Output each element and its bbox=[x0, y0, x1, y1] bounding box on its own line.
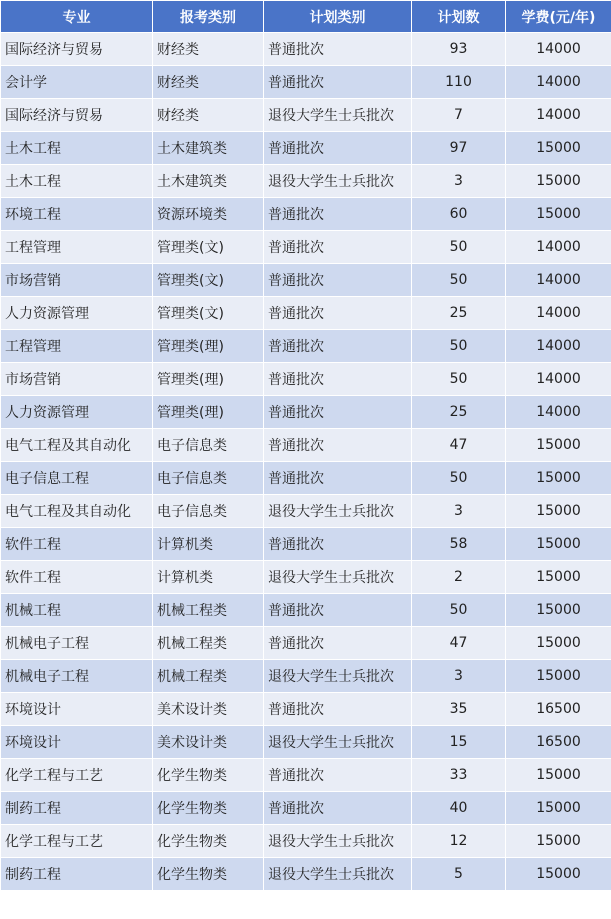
cell-plan-count: 110 bbox=[412, 66, 506, 99]
cell-tuition: 14000 bbox=[506, 297, 611, 330]
table-row bbox=[1, 627, 611, 660]
cell-plan-count: 2 bbox=[412, 561, 506, 594]
table-row bbox=[1, 825, 611, 858]
table-row bbox=[1, 231, 611, 264]
cell-plan-count: 50 bbox=[412, 264, 506, 297]
cell-tuition: 15000 bbox=[506, 495, 611, 528]
table-row bbox=[1, 330, 611, 363]
table-row bbox=[1, 561, 611, 594]
cell-plan-count: 25 bbox=[412, 396, 506, 429]
table-row bbox=[1, 693, 611, 726]
cell-category: 机械工程类 bbox=[153, 594, 264, 627]
cell-plan-count: 3 bbox=[412, 495, 506, 528]
cell-tuition: 14000 bbox=[506, 33, 611, 66]
cell-major: 机械电子工程 bbox=[1, 660, 153, 693]
cell-plan-type: 普通批次 bbox=[264, 132, 412, 165]
cell-plan-type: 普通批次 bbox=[264, 330, 412, 363]
cell-plan-count: 25 bbox=[412, 297, 506, 330]
table-row bbox=[1, 792, 611, 825]
cell-category: 美术设计类 bbox=[153, 693, 264, 726]
cell-plan-type: 普通批次 bbox=[264, 66, 412, 99]
cell-category: 化学生物类 bbox=[153, 825, 264, 858]
cell-plan-count: 93 bbox=[412, 33, 506, 66]
cell-category: 资源环境类 bbox=[153, 198, 264, 231]
cell-category: 机械工程类 bbox=[153, 660, 264, 693]
cell-tuition: 15000 bbox=[506, 429, 611, 462]
cell-plan-type: 普通批次 bbox=[264, 198, 412, 231]
cell-major: 电子信息工程 bbox=[1, 462, 153, 495]
cell-major: 化学工程与工艺 bbox=[1, 759, 153, 792]
cell-major: 国际经济与贸易 bbox=[1, 33, 153, 66]
table-row bbox=[1, 726, 611, 759]
table-row bbox=[1, 198, 611, 231]
table-row bbox=[1, 297, 611, 330]
header-category: 报考类别 bbox=[153, 1, 264, 33]
cell-category: 管理类(文) bbox=[153, 297, 264, 330]
cell-tuition: 15000 bbox=[506, 462, 611, 495]
table-row bbox=[1, 66, 611, 99]
cell-major: 工程管理 bbox=[1, 231, 153, 264]
cell-plan-type: 退役大学生士兵批次 bbox=[264, 825, 412, 858]
cell-major: 人力资源管理 bbox=[1, 396, 153, 429]
table-row bbox=[1, 528, 611, 561]
cell-plan-type: 普通批次 bbox=[264, 462, 412, 495]
cell-major: 化学工程与工艺 bbox=[1, 825, 153, 858]
cell-major: 软件工程 bbox=[1, 561, 153, 594]
cell-plan-count: 47 bbox=[412, 627, 506, 660]
cell-major: 国际经济与贸易 bbox=[1, 99, 153, 132]
cell-major: 环境工程 bbox=[1, 198, 153, 231]
cell-plan-type: 退役大学生士兵批次 bbox=[264, 99, 412, 132]
cell-category: 管理类(文) bbox=[153, 264, 264, 297]
cell-plan-type: 普通批次 bbox=[264, 429, 412, 462]
table-row bbox=[1, 33, 611, 66]
cell-tuition: 14000 bbox=[506, 264, 611, 297]
cell-category: 财经类 bbox=[153, 99, 264, 132]
table-row bbox=[1, 99, 611, 132]
cell-category: 土木建筑类 bbox=[153, 132, 264, 165]
cell-major: 人力资源管理 bbox=[1, 297, 153, 330]
cell-plan-type: 退役大学生士兵批次 bbox=[264, 726, 412, 759]
cell-tuition: 15000 bbox=[506, 627, 611, 660]
cell-tuition: 14000 bbox=[506, 363, 611, 396]
cell-plan-count: 35 bbox=[412, 693, 506, 726]
cell-plan-count: 50 bbox=[412, 330, 506, 363]
header-plan-count: 计划数 bbox=[412, 1, 506, 33]
table-body bbox=[1, 33, 611, 891]
cell-category: 土木建筑类 bbox=[153, 165, 264, 198]
table-row bbox=[1, 363, 611, 396]
cell-major: 电气工程及其自动化 bbox=[1, 495, 153, 528]
cell-category: 化学生物类 bbox=[153, 759, 264, 792]
cell-plan-count: 7 bbox=[412, 99, 506, 132]
cell-major: 土木工程 bbox=[1, 165, 153, 198]
cell-tuition: 14000 bbox=[506, 66, 611, 99]
cell-category: 化学生物类 bbox=[153, 792, 264, 825]
table-row bbox=[1, 429, 611, 462]
cell-major: 机械电子工程 bbox=[1, 627, 153, 660]
cell-plan-type: 退役大学生士兵批次 bbox=[264, 660, 412, 693]
table-row bbox=[1, 858, 611, 891]
cell-plan-type: 退役大学生士兵批次 bbox=[264, 165, 412, 198]
header-major: 专业 bbox=[1, 1, 153, 33]
cell-plan-count: 50 bbox=[412, 231, 506, 264]
cell-major: 环境设计 bbox=[1, 726, 153, 759]
cell-plan-count: 50 bbox=[412, 594, 506, 627]
cell-plan-count: 15 bbox=[412, 726, 506, 759]
cell-plan-count: 3 bbox=[412, 660, 506, 693]
cell-tuition: 15000 bbox=[506, 792, 611, 825]
cell-category: 财经类 bbox=[153, 33, 264, 66]
cell-category: 管理类(理) bbox=[153, 330, 264, 363]
cell-plan-type: 退役大学生士兵批次 bbox=[264, 495, 412, 528]
header-tuition: 学费(元/年) bbox=[506, 1, 611, 33]
cell-category: 美术设计类 bbox=[153, 726, 264, 759]
cell-tuition: 15000 bbox=[506, 198, 611, 231]
cell-plan-type: 普通批次 bbox=[264, 759, 412, 792]
cell-tuition: 14000 bbox=[506, 231, 611, 264]
cell-plan-count: 47 bbox=[412, 429, 506, 462]
table-row bbox=[1, 759, 611, 792]
cell-tuition: 15000 bbox=[506, 165, 611, 198]
cell-major: 会计学 bbox=[1, 66, 153, 99]
cell-category: 计算机类 bbox=[153, 528, 264, 561]
cell-plan-count: 40 bbox=[412, 792, 506, 825]
cell-category: 管理类(文) bbox=[153, 231, 264, 264]
cell-major: 土木工程 bbox=[1, 132, 153, 165]
table-row bbox=[1, 264, 611, 297]
cell-tuition: 15000 bbox=[506, 858, 611, 891]
cell-plan-count: 50 bbox=[412, 462, 506, 495]
cell-tuition: 15000 bbox=[506, 660, 611, 693]
cell-tuition: 15000 bbox=[506, 594, 611, 627]
cell-major: 制药工程 bbox=[1, 792, 153, 825]
table-row bbox=[1, 495, 611, 528]
cell-major: 工程管理 bbox=[1, 330, 153, 363]
cell-plan-type: 普通批次 bbox=[264, 264, 412, 297]
cell-tuition: 16500 bbox=[506, 693, 611, 726]
table-row bbox=[1, 165, 611, 198]
cell-plan-count: 58 bbox=[412, 528, 506, 561]
cell-category: 机械工程类 bbox=[153, 627, 264, 660]
cell-tuition: 15000 bbox=[506, 561, 611, 594]
cell-major: 市场营销 bbox=[1, 363, 153, 396]
header-plan-type: 计划类别 bbox=[264, 1, 412, 33]
cell-plan-type: 普通批次 bbox=[264, 528, 412, 561]
cell-category: 电子信息类 bbox=[153, 429, 264, 462]
cell-category: 电子信息类 bbox=[153, 495, 264, 528]
table-header bbox=[1, 1, 611, 33]
cell-category: 财经类 bbox=[153, 66, 264, 99]
cell-plan-type: 普通批次 bbox=[264, 396, 412, 429]
cell-plan-count: 50 bbox=[412, 363, 506, 396]
table-row bbox=[1, 594, 611, 627]
cell-tuition: 15000 bbox=[506, 528, 611, 561]
cell-plan-count: 12 bbox=[412, 825, 506, 858]
cell-tuition: 15000 bbox=[506, 759, 611, 792]
cell-category: 化学生物类 bbox=[153, 858, 264, 891]
cell-plan-type: 普通批次 bbox=[264, 33, 412, 66]
cell-tuition: 16500 bbox=[506, 726, 611, 759]
cell-tuition: 15000 bbox=[506, 132, 611, 165]
cell-plan-type: 普通批次 bbox=[264, 594, 412, 627]
cell-major: 市场营销 bbox=[1, 264, 153, 297]
cell-plan-count: 33 bbox=[412, 759, 506, 792]
cell-plan-type: 普通批次 bbox=[264, 363, 412, 396]
cell-major: 机械工程 bbox=[1, 594, 153, 627]
cell-tuition: 14000 bbox=[506, 330, 611, 363]
cell-major: 环境设计 bbox=[1, 693, 153, 726]
cell-category: 管理类(理) bbox=[153, 363, 264, 396]
cell-tuition: 14000 bbox=[506, 396, 611, 429]
cell-major: 软件工程 bbox=[1, 528, 153, 561]
cell-plan-count: 5 bbox=[412, 858, 506, 891]
cell-major: 制药工程 bbox=[1, 858, 153, 891]
cell-plan-type: 普通批次 bbox=[264, 297, 412, 330]
table-row bbox=[1, 396, 611, 429]
header-row bbox=[1, 1, 611, 33]
cell-plan-type: 普通批次 bbox=[264, 627, 412, 660]
table-row bbox=[1, 660, 611, 693]
table-row bbox=[1, 132, 611, 165]
cell-tuition: 15000 bbox=[506, 825, 611, 858]
cell-plan-type: 退役大学生士兵批次 bbox=[264, 561, 412, 594]
cell-plan-count: 97 bbox=[412, 132, 506, 165]
cell-category: 管理类(理) bbox=[153, 396, 264, 429]
cell-plan-type: 普通批次 bbox=[264, 231, 412, 264]
cell-plan-type: 普通批次 bbox=[264, 792, 412, 825]
cell-tuition: 14000 bbox=[506, 99, 611, 132]
cell-plan-type: 退役大学生士兵批次 bbox=[264, 858, 412, 891]
cell-major: 电气工程及其自动化 bbox=[1, 429, 153, 462]
cell-category: 电子信息类 bbox=[153, 462, 264, 495]
cell-plan-count: 3 bbox=[412, 165, 506, 198]
cell-plan-type: 普通批次 bbox=[264, 693, 412, 726]
cell-plan-count: 60 bbox=[412, 198, 506, 231]
table-row bbox=[1, 462, 611, 495]
cell-category: 计算机类 bbox=[153, 561, 264, 594]
